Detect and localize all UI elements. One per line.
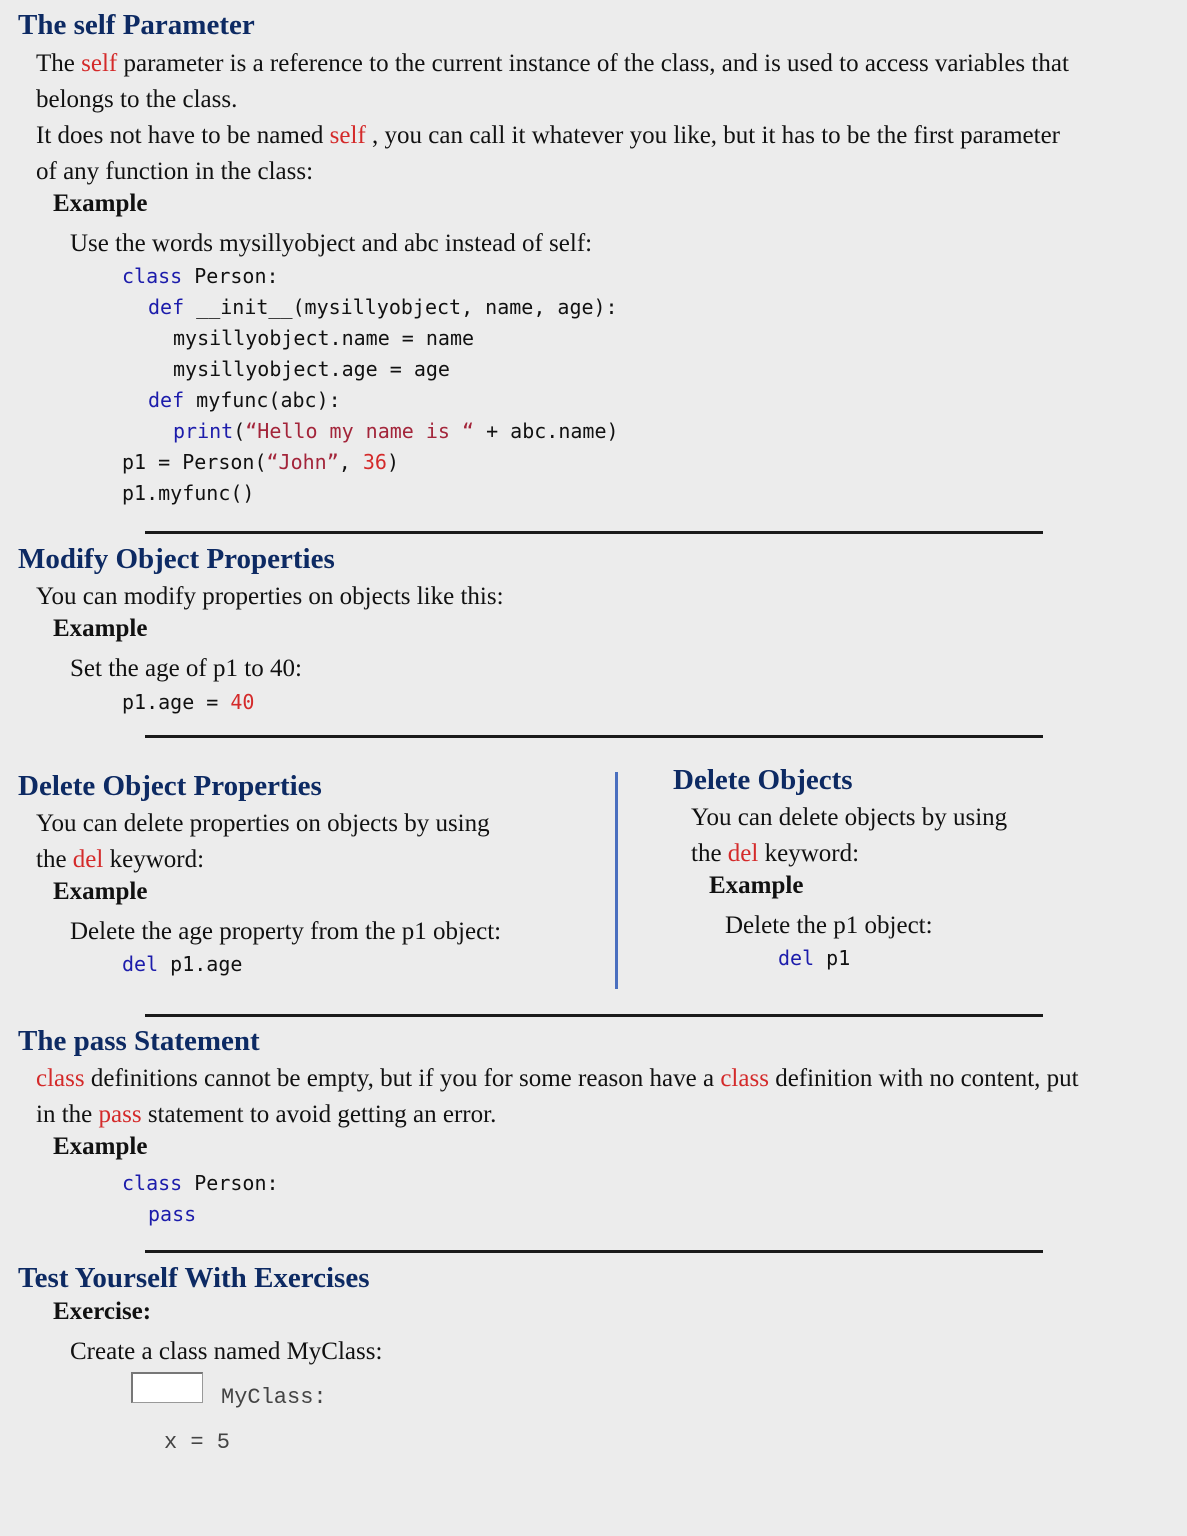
code-string: “Hello my name is “ <box>245 419 475 443</box>
code-line: p1.myfunc() <box>122 481 255 505</box>
self-paragraph-1-line2: belongs to the class. <box>36 86 238 113</box>
section-title-pass-statement: The pass Statement <box>18 1025 260 1057</box>
code-number: 40 <box>230 690 255 714</box>
code-text: ( <box>233 419 246 443</box>
example-label: Example <box>53 878 148 905</box>
code-keyword: class <box>122 1171 183 1195</box>
text: The <box>36 50 82 77</box>
keyword-self: self <box>81 50 118 77</box>
example-description: Delete the p1 object: <box>725 912 933 939</box>
code-line: mysillyobject.name = name <box>173 326 475 350</box>
code-number: 36 <box>362 450 387 474</box>
self-paragraph-2-line2: of any function in the class: <box>36 158 314 185</box>
exercise-code-line2: x = 5 <box>164 1430 231 1455</box>
text: keyword: <box>758 840 860 867</box>
text: , you can call it whatever you like, but it has to be the first parameter <box>365 122 1060 149</box>
code-line <box>122 385 619 416</box>
code-text: myfunc(abc): <box>184 388 341 412</box>
pass-paragraph-line1 <box>36 1061 1079 1097</box>
example-description: Delete the age property from the p1 object: <box>70 918 502 945</box>
example-label: Example <box>53 615 148 642</box>
delete-objects-line2 <box>691 836 859 872</box>
column-divider <box>615 772 618 989</box>
code-text: + abc.name) <box>474 419 619 443</box>
section-title-exercises: Test Yourself With Exercises <box>18 1262 370 1294</box>
code-text: , <box>338 450 363 474</box>
code-text: p1.age <box>158 952 243 976</box>
divider <box>145 1014 1043 1017</box>
text: definition with no content, put <box>768 1065 1079 1092</box>
text: keyword: <box>103 846 205 873</box>
exercise-label: Exercise: <box>53 1298 152 1325</box>
code-block-pass <box>122 1168 279 1230</box>
text: in the <box>36 1101 99 1128</box>
code-line: mysillyobject.age = age <box>173 357 450 381</box>
text: the <box>691 840 728 867</box>
code-text: Person: <box>182 1171 279 1195</box>
text: the <box>36 846 73 873</box>
code-line <box>122 1168 279 1199</box>
modify-paragraph: You can modify properties on objects like this: <box>36 583 504 610</box>
code-line <box>122 1199 279 1230</box>
text: statement to avoid getting an error. <box>141 1101 497 1128</box>
divider <box>145 735 1043 738</box>
section-title-delete-objects: Delete Objects <box>673 764 853 796</box>
code-block-self <box>122 261 619 509</box>
divider <box>145 1250 1043 1253</box>
code-block-modify <box>122 687 254 718</box>
code-line <box>122 447 619 478</box>
example-label: Example <box>53 190 148 217</box>
answer-input[interactable] <box>131 1372 203 1403</box>
pass-paragraph-line2 <box>36 1097 496 1133</box>
example-description: Set the age of p1 to 40: <box>70 655 302 682</box>
delete-props-line2 <box>36 842 204 878</box>
text: definitions cannot be empty, but if you for some reason have a <box>84 1065 721 1092</box>
exercise-description: Create a class named MyClass: <box>70 1338 383 1365</box>
code-text: p1 <box>814 946 851 970</box>
code-keyword: pass <box>148 1202 197 1226</box>
code-keyword: class <box>122 264 183 288</box>
exercise-code-line1: MyClass: <box>221 1385 327 1410</box>
code-line <box>122 292 619 323</box>
code-text: p1 = Person( <box>122 450 267 474</box>
self-paragraph-2 <box>36 118 1060 154</box>
self-paragraph-1 <box>36 46 1069 82</box>
code-string: “John” <box>266 450 339 474</box>
code-keyword: del <box>778 946 815 970</box>
keyword-del: del <box>72 846 104 873</box>
keyword-class: class <box>36 1065 85 1092</box>
example-label: Example <box>709 872 804 899</box>
section-title-modify-properties: Modify Object Properties <box>18 543 335 575</box>
example-description: Use the words mysillyobject and abc instead of self: <box>70 230 593 257</box>
text: It does not have to be named <box>36 122 330 149</box>
code-block-delete-props <box>122 949 242 980</box>
code-text: __init__(mysillyobject, name, age): <box>184 295 618 319</box>
code-keyword: del <box>122 952 159 976</box>
code-block-delete-objects <box>778 943 850 974</box>
section-title-self-parameter: The self Parameter <box>18 9 255 41</box>
code-keyword: print <box>173 419 234 443</box>
divider <box>145 531 1043 534</box>
code-text: ) <box>386 450 399 474</box>
code-text: Person: <box>182 264 279 288</box>
keyword-pass: pass <box>98 1101 142 1128</box>
section-title-delete-properties: Delete Object Properties <box>18 770 322 802</box>
code-keyword: def <box>148 295 185 319</box>
code-line <box>122 261 619 292</box>
keyword-del: del <box>727 840 759 867</box>
code-line <box>122 416 619 447</box>
code-text: p1.age = <box>122 690 231 714</box>
example-label: Example <box>53 1133 148 1160</box>
code-keyword: def <box>148 388 185 412</box>
delete-objects-line1: You can delete objects by using <box>691 804 1008 831</box>
keyword-class: class <box>720 1065 769 1092</box>
keyword-self: self <box>329 122 366 149</box>
delete-props-line1: You can delete properties on objects by using <box>36 810 490 837</box>
text: parameter is a reference to the current instance of the class, and is used to access variables that <box>117 50 1069 77</box>
